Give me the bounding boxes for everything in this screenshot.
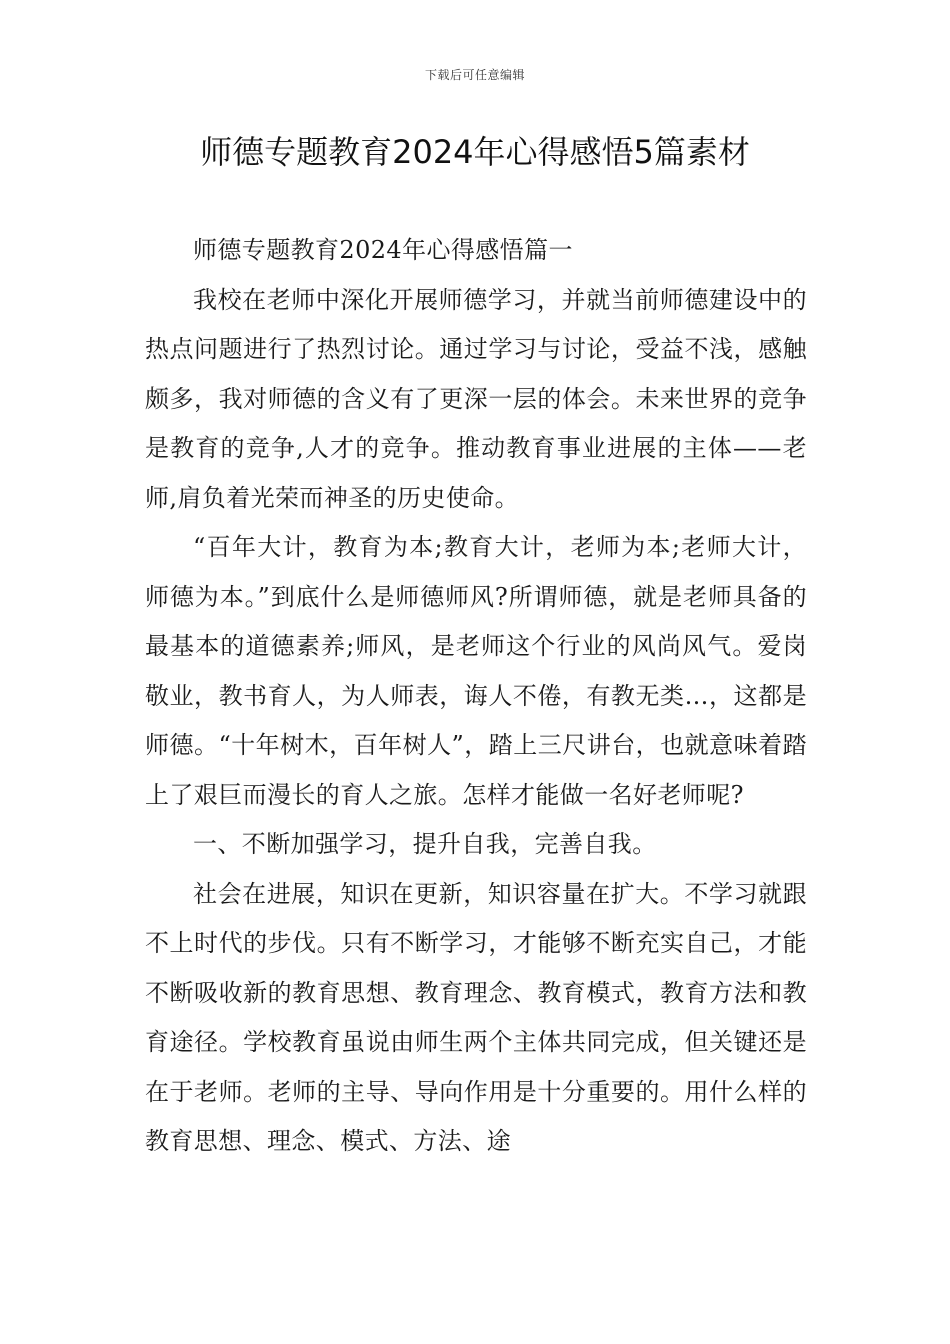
header-note: 下载后可任意编辑 xyxy=(424,68,525,82)
paragraph: 社会在进展，知识在更新，知识容量在扩大。不学习就跟不上时代的步伐。只有不断学习，才能够不断充实自己，才能不断吸收新的教育思想、教育理念、教育模式，教育方法和教育途径。学校教育虽说由师生两个主体共同完成，但关键还是在于老师。老师的主导、导向作用是十分重要的。用什么样的教育思想、理念、模式、方法、途 xyxy=(145,879,807,1155)
document-title: 师德专题教育2024年心得感悟5篇素材 xyxy=(200,133,750,171)
paragraph: 我校在老师中深化开展师德学习，并就当前师德建设中的热点问题进行了热烈讨论。通过学习与讨论，受益不浅，感触颇多，我对师德的含义有了更深一层的体会。未来世界的竞争是教育的竞争,人才的竞争。推动教育事业进展的主体——老师,肩负着光荣而神圣的历史使命。 xyxy=(145,285,807,512)
section-heading-1: 师德专题教育2024年心得感悟篇一 xyxy=(193,236,573,264)
subheading-point-1: 一、不断加强学习，提升自我，完善自我。 xyxy=(193,830,657,858)
paragraph: “百年大计，教育为本;教育大计，老师为本;老师大计，师德为本。”到底什么是师德师风?所谓师德，就是老师具备的最基本的道德素养;师风，是老师这个行业的风尚风气。爱岗敬业，教书育人，为人师表，诲人不倦，有教无类…，这都是师德。“十年树木，百年树人”，踏上三尺讲台，也就意味着踏上了艰巨而漫长的育人之旅。怎样才能做一名好老师呢? xyxy=(145,533,807,809)
document-body xyxy=(145,226,807,1167)
